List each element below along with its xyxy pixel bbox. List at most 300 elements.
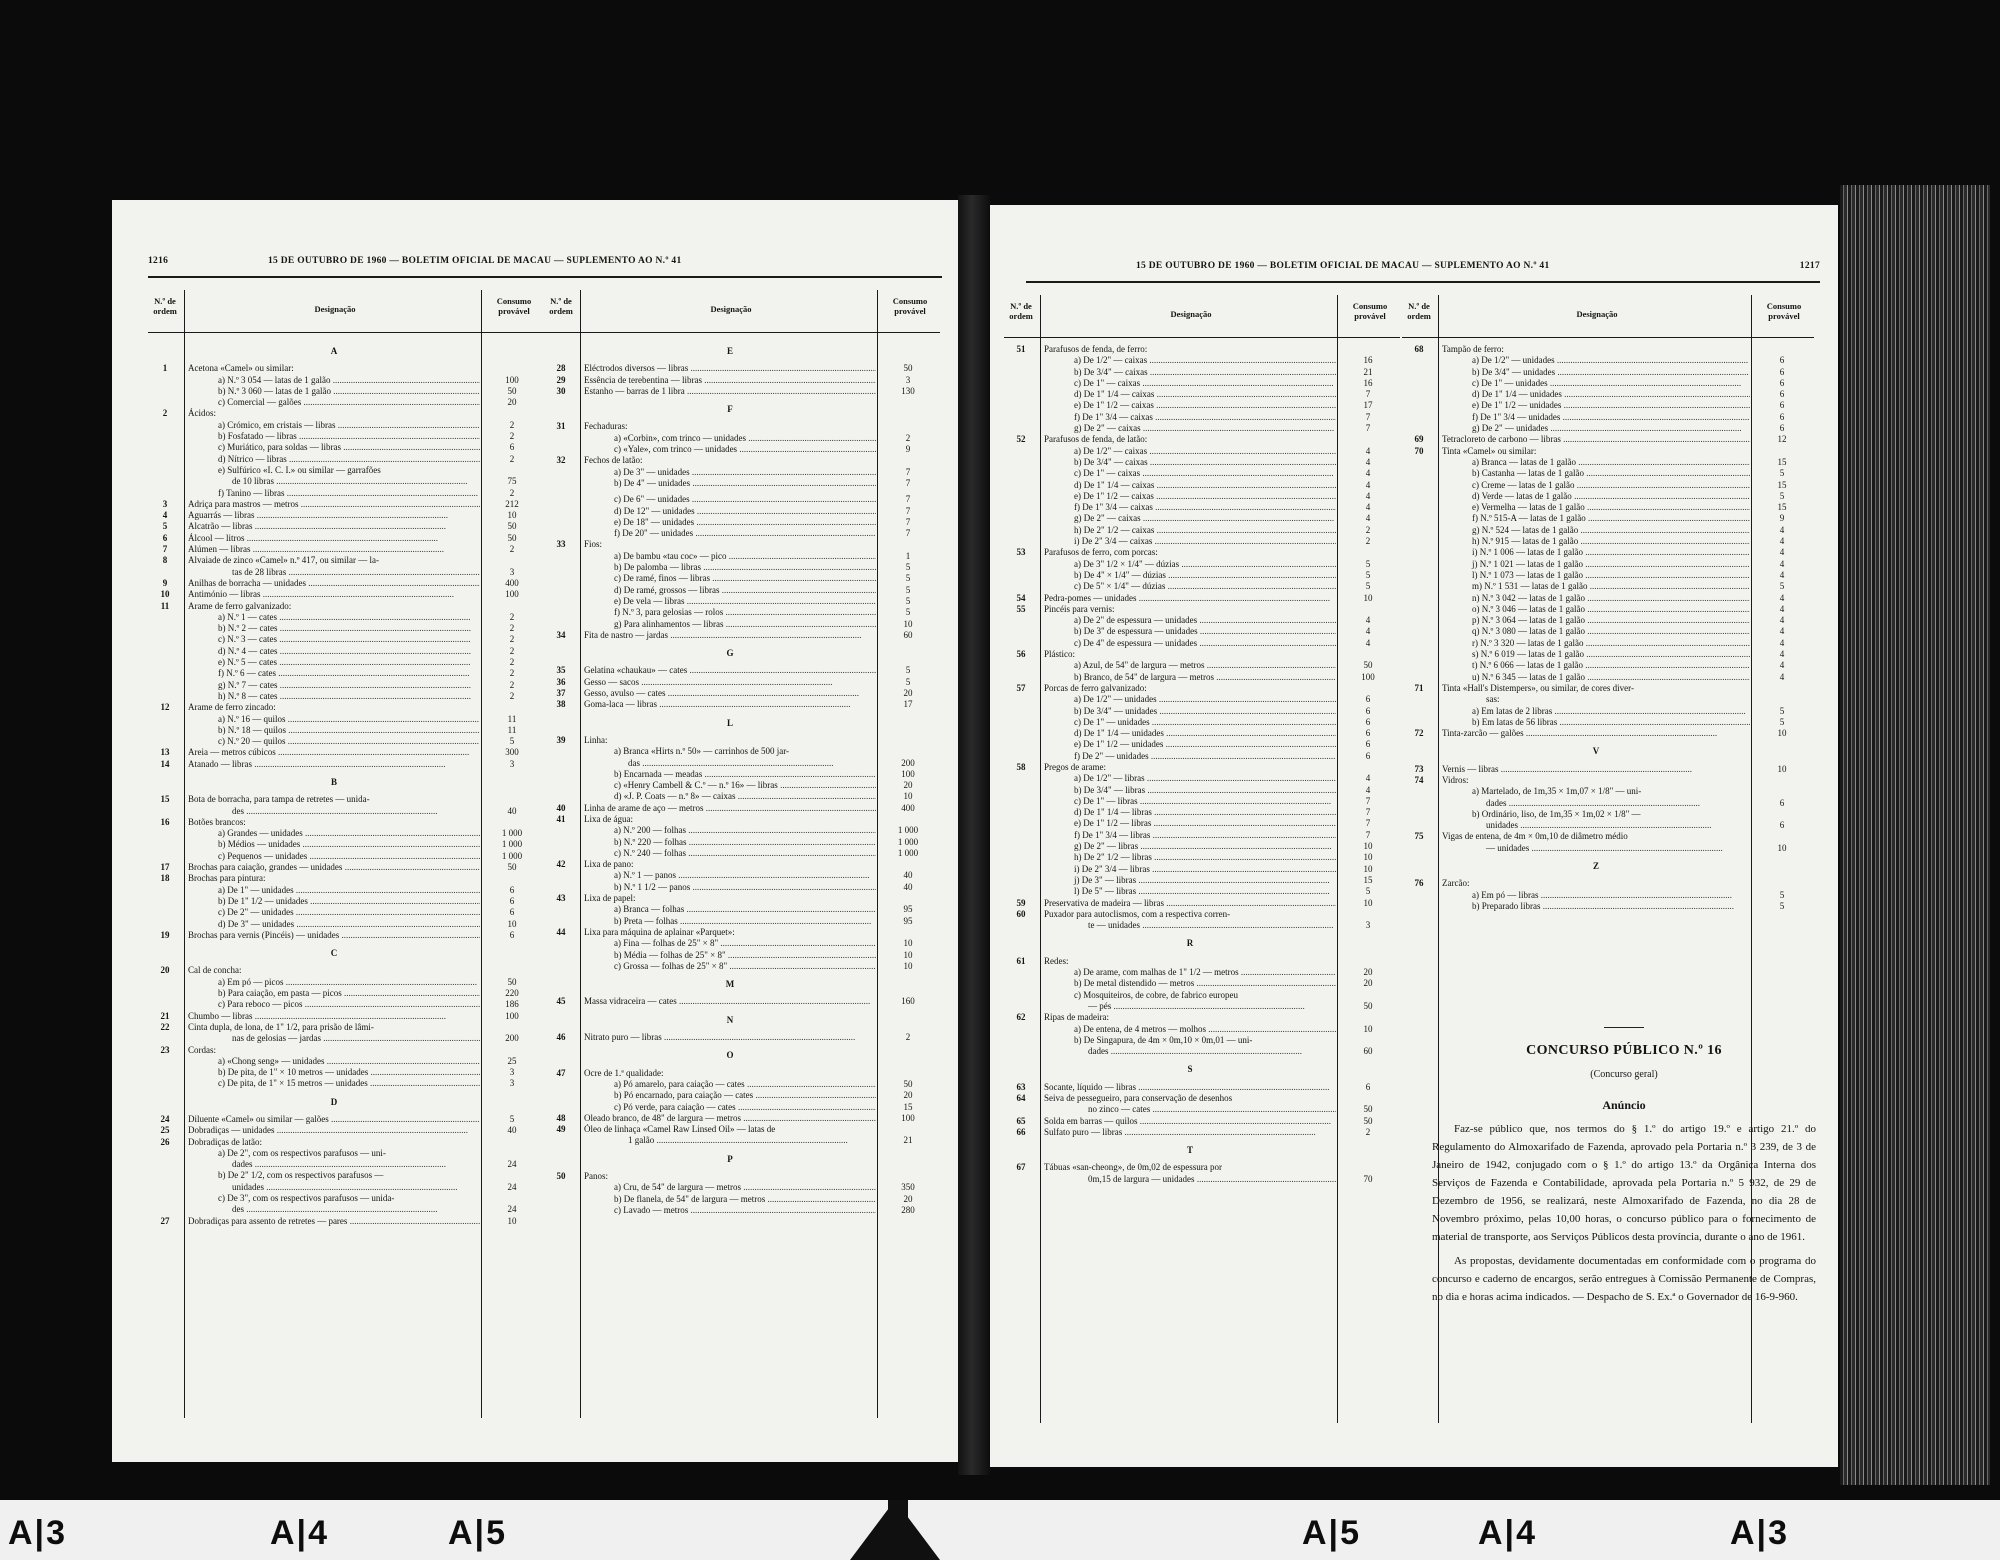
item-description: d) De ramé, grossos — libras ..... [584,585,876,596]
item-description: Ocre de 1.ª qualidade: [584,1067,664,1078]
item-quantity: 10 [903,960,913,971]
item-number: 25 [160,1125,170,1136]
sub-item-row [148,623,544,634]
item-description: c) Para reboco — picos ..... [188,999,480,1010]
table-row [544,688,940,699]
item-description: a) Branca — latas de 1 galão ..... [1442,457,1750,468]
item-quantity: 5 [1365,581,1371,592]
item-description: unidades ..... [1442,820,1750,831]
item-description: b) De 4" — unidades ..... [584,478,876,489]
section-letter: B [330,776,337,787]
item-quantity: 50 [507,385,517,396]
item-description: u) N.º 6 345 — latas de 1 galão ..... [1442,672,1750,683]
item-number: 43 [556,893,566,904]
header-number: N.º de ordem [549,296,573,316]
sub-item-row [148,442,544,453]
item-description: Cordas: [188,1044,216,1055]
item-quantity: 6 [1779,400,1785,411]
item-quantity: 9 [1779,513,1785,524]
item-quantity: 20 [507,397,517,408]
item-number: 8 [162,555,168,566]
sub-item-row [1402,649,1814,660]
table-row [544,677,940,688]
item-number: 24 [160,1114,170,1124]
item-quantity: 160 [901,996,915,1007]
item-description: Vidros: [1442,774,1469,785]
item-description: b) De 1" 1/2 — unidades ..... [188,896,480,907]
table-row [544,699,940,710]
item-quantity: 10 [903,949,913,960]
column-header [148,290,544,333]
item-quantity: 5 [1779,705,1785,716]
item-quantity: 15 [1777,479,1787,490]
sub-item-row [1402,717,1814,728]
item-quantity: 5 [1779,490,1785,501]
table-row [1402,434,1814,445]
item-number: 12 [160,702,170,713]
sub-item-row [1004,978,1400,989]
item-number: 66 [1016,1126,1026,1137]
sub-item-row [148,420,544,431]
section-letter: S [1187,1064,1193,1075]
sub-item-row [1004,852,1400,863]
item-description: Acetona «Camel» ou similar: [188,363,294,374]
item-number: 38 [556,699,566,710]
sub-item-row [1004,830,1400,841]
item-quantity: 50 [1363,1104,1373,1115]
item-quantity: 2 [509,690,515,701]
item-description: Redes: [1044,955,1069,966]
item-quantity: 12 [1777,434,1787,445]
item-description: c) Muriático, para soldas — libras ..... [188,442,480,453]
item-quantity: 4 [1779,671,1785,682]
item-quantity: 2 [509,657,515,668]
item-description: Tinta «Hall's Distempers», ou similar, de cores diver- [1442,682,1634,693]
item-quantity: 20 [903,780,913,791]
item-description: Brochas para pintura: [188,873,266,884]
item-quantity: 100 [1361,671,1375,682]
item-quantity: 50 [1363,1115,1373,1126]
item-quantity: 5 [905,595,911,606]
item-description: g) De 2" — unidades ..... [1442,423,1750,434]
sub-item-row [1402,604,1814,615]
item-quantity: 5 [1365,886,1371,897]
item-quantity: 2 [509,487,515,498]
item-number: 53 [1016,547,1026,558]
item-quantity: 1 000 [501,839,523,850]
sub-item-row [1004,626,1400,637]
sub-item-row [544,938,940,949]
table-row [148,1216,544,1227]
item-number: 41 [556,813,566,824]
item-quantity: 50 [1363,1000,1373,1011]
item-description: b) De palomba — libras ..... [584,562,876,573]
sub-item-row [148,668,544,679]
item-description: c) N.º 240 — folhas ..... [584,848,876,859]
item-quantity: 7 [1365,795,1371,806]
item-description: Alcatrão — libras ..... [188,521,480,532]
item-quantity: 2 [509,668,515,679]
item-number: 40 [556,802,566,813]
item-description: g) Para alinhamentos — libras ..... [584,619,876,630]
sub-item-row [148,1067,544,1078]
item-quantity: 6 [1365,750,1371,761]
table-row [148,759,544,770]
item-description: c) Pequenos — unidades ..... [188,851,480,862]
item-description: d) De 1" 1/4 — caixas ..... [1044,389,1336,400]
item-description: 0m,15 de largura — unidades ..... [1044,1174,1336,1185]
item-description: Dobradiças de latão: [188,1136,262,1147]
film-mark: A|5 [448,1514,507,1552]
item-description: Massa vidraceira — cates ..... [584,996,876,1007]
item-number: 17 [160,862,170,873]
sub-item-row [148,988,544,999]
item-description: g) De 2" — caixas ..... [1044,513,1336,524]
item-description: b) De 3/4" — libras ..... [1044,785,1336,796]
item-description: Ripas de madeira: [1044,1012,1109,1023]
item-description: Sulfato puro — libras ..... [1044,1127,1336,1138]
item-quantity: 20 [1363,978,1373,989]
item-description: d) De 1" 1/4 — unidades ..... [1044,728,1336,739]
item-description: c) Lavado — metros ..... [584,1205,876,1216]
notice-heading: Anúncio [1602,1098,1646,1112]
item-description: Plástico: [1044,649,1075,660]
section-letter: P [727,1153,733,1164]
table-row [1402,344,1814,355]
item-description: Brochas para caiação, grandes — unidades ..... [188,862,480,873]
header-designation: Designação [1576,309,1618,319]
table-row [544,539,940,550]
item-description: Tetracloreto de carbono — libras ..... [1442,434,1750,445]
item-quantity: 21 [1363,366,1373,377]
item-quantity: 3 [905,374,911,385]
item-number: 55 [1016,603,1026,614]
item-description: Estanho — barras de 1 libra ..... [584,386,876,397]
sub-item-row [1004,807,1400,818]
item-quantity: 7 [905,494,911,505]
item-number: 52 [1016,434,1026,445]
sub-item-row [1402,378,1814,389]
sub-item-row [544,444,940,455]
sub-item-row [1402,423,1814,434]
sub-item-row [148,375,544,386]
item-description: f) N.º 3, para gelosias — rolos ..... [584,607,876,618]
sub-item-row [1402,660,1814,671]
sub-item-row [1004,751,1400,762]
item-quantity: 16 [1363,355,1373,366]
sub-item-row [544,573,940,584]
page-header [1026,261,1820,283]
table-row [544,630,940,641]
table-row [544,665,940,676]
item-list [148,333,544,1227]
section-letter: D [330,1096,338,1107]
item-quantity: 4 [1779,660,1785,671]
sub-item-row [148,680,544,691]
item-number: 48 [556,1112,566,1123]
item-description: c) Creme — latas de 1 galão ..... [1442,480,1750,491]
item-quantity: 6 [1779,389,1785,400]
header-number: N.º de ordem [153,296,177,316]
item-number: 7 [162,544,168,555]
table-row [148,589,544,600]
item-quantity: 1 000 [897,847,919,858]
sub-item-row [1402,798,1814,809]
sub-item-row [148,1033,544,1044]
item-number: 49 [556,1124,566,1135]
film-mark: A|4 [270,1514,329,1552]
item-description: unidades ..... [188,1182,480,1193]
sub-item-row [1402,536,1814,547]
item-description: a) De 1/2" — unidades ..... [1044,694,1336,705]
item-description: b) De 3/4" — unidades ..... [1442,367,1750,378]
item-description: b) Para caiação, em pasta — picos ..... [188,988,480,999]
item-quantity: 6 [1365,728,1371,739]
item-quantity: 2 [905,432,911,443]
table-row [1004,956,1400,967]
item-number: 23 [160,1044,170,1055]
sub-item-row [544,467,940,478]
table-row [544,927,940,938]
item-number: 36 [556,676,566,687]
item-description: Preservativa de madeira — libras ..... [1044,898,1336,909]
sub-item-row [1402,457,1814,468]
item-description: Panos: [584,1171,609,1181]
item-description: c) «Henry Cambell & C.º — n.º 16» — libras ..... [584,780,876,791]
sub-item-row [148,1193,544,1204]
item-description: c) Mosquiteiros, de cobre, de fabrico europeu [1074,989,1238,1000]
item-description: c) Grossa — folhas de 25" × 8" ..... [584,961,876,972]
sub-item-row [1004,400,1400,411]
item-quantity: 10 [507,918,517,929]
item-description: i) De 2" 3/4 — libras ..... [1044,864,1336,875]
item-description: b) Fosfatado — libras ..... [188,431,480,442]
sub-item-row [1402,581,1814,592]
public-tender-notice [1432,1027,1816,1306]
header-number: N.º de ordem [1407,301,1431,321]
item-quantity: 10 [903,791,913,802]
table-row [544,803,940,814]
item-description: a) De 1" — unidades ..... [188,885,480,896]
item-quantity: 5 [905,573,911,584]
item-description: c) Comercial — galões ..... [188,397,480,408]
sub-item-row [544,528,940,539]
section-letter: M [725,979,735,990]
item-description: Zarcão: [1442,878,1470,889]
column-header [1004,295,1400,338]
table-row [1004,1012,1400,1023]
sub-item-row [1004,1024,1400,1035]
item-description: b) De 3" de espessura — unidades ..... [1044,626,1336,637]
sub-item-row [1402,400,1814,411]
sub-item-row [1004,796,1400,807]
sub-item-row [1004,378,1400,389]
header-quantity: Consumo provável [1766,301,1802,321]
sub-item-row [148,1182,544,1193]
table-row [148,499,544,510]
item-quantity: 6 [1779,423,1785,434]
item-description: b) Ordinário, liso, de 1m,35 × 1m,02 × 1/8" — [1472,808,1641,819]
item-quantity: 1 000 [897,836,919,847]
section-letter: E [726,346,733,356]
item-description: Cinta dupla, de lona, de 1" 1/2, para prisão de lâmi- [188,1021,374,1032]
item-description: d) «J. P. Coats — n.º 8» — caixas ..... [584,791,876,802]
sub-item-row [148,465,544,476]
item-number: 10 [160,589,170,600]
sub-item-row [544,562,940,573]
item-number: 67 [1016,1162,1026,1173]
item-description: Arame de ferro galvanizado: [188,600,292,611]
item-description: g) N.º 7 — cates ..... [188,680,480,691]
item-description: d) N.º 4 — cates ..... [188,646,480,657]
item-description: te — unidades ..... [1044,920,1336,931]
sub-item-row [1004,706,1400,717]
sub-item-row [148,806,544,817]
item-quantity: 2 [1365,536,1371,547]
item-description: Porcas de ferro galvanizado: [1044,682,1147,693]
sub-item-row [544,961,940,972]
item-description: a) N.º 200 — folhas ..... [584,825,876,836]
item-description: Parafusos de fenda, de latão: [1044,434,1148,445]
table-row [544,1124,940,1135]
item-description: d) De 1" 1/4 — caixas ..... [1044,480,1336,491]
table-row [1004,1162,1400,1173]
item-list [544,333,940,1216]
item-description: Óleo de linhaça «Camel Raw Linsed Oil» — latas de [584,1124,776,1135]
sub-item-row [148,1078,544,1089]
sub-item-row [1004,581,1400,592]
sub-item-row [1402,901,1814,912]
sub-item-row [544,1079,940,1090]
item-number: 44 [556,926,566,937]
table-row [1004,762,1400,773]
item-description: g) De 2" — libras ..... [1044,841,1336,852]
item-description: b) Em latas de 56 libras ..... [1442,717,1750,728]
item-quantity: 10 [1363,852,1373,863]
sub-item-row [1004,615,1400,626]
item-number: 30 [556,385,566,396]
item-description: r) N.º 3 320 — latas de 1 galão ..... [1442,638,1750,649]
sub-item-row [544,619,940,630]
item-description: d) Verde — latas de 1 galão ..... [1442,491,1750,502]
item-description: b) De 2" 1/2, com os respectivos parafusos — [218,1170,384,1181]
table-row [544,814,940,825]
table-row [148,601,544,612]
sub-item-row [544,551,940,562]
table-row [1402,683,1814,694]
item-quantity: 5 [905,562,911,573]
item-description: c) De 1" — unidades ..... [1044,717,1336,728]
item-quantity: 2 [509,634,515,645]
sub-item-row [544,506,940,517]
item-quantity: 40 [903,881,913,892]
item-quantity: 6 [1365,694,1371,705]
item-quantity: 4 [1365,456,1371,467]
item-description: a) De entena, de 4 metros — molhos ..... [1044,1024,1336,1035]
item-description: a) De 1/2" — libras ..... [1044,773,1336,784]
sub-item-row [544,916,940,927]
item-description: Atanado — libras ..... [188,759,480,770]
header-title: 15 DE OUTUBRO DE 1960 — BOLETIM OFICIAL DE MACAU — SUPLEMENTO AO N.º 41 [268,256,682,266]
item-quantity: 21 [903,1135,913,1146]
item-quantity: 20 [903,1193,913,1204]
sub-item-row [544,607,940,618]
sub-item-row [1402,694,1814,705]
item-quantity: 6 [509,929,515,940]
sub-item-row [148,488,544,499]
item-description: a) De arame, com malhas de 1" 1/2 — metros ..... [1044,967,1336,978]
item-quantity: 5 [905,584,911,595]
item-description: Alvaiade de zinco «Camel» n.º 417, ou similar — la- [188,555,379,566]
item-quantity: 4 [1365,626,1371,637]
item-description: m) N.º 1 531 — latas de 1 galão ..... [1442,581,1750,592]
table-row [544,363,940,374]
item-number: 16 [160,816,170,827]
item-quantity: 24 [507,1204,517,1215]
item-quantity: 6 [509,442,515,453]
item-description: f) N.º 515-A — latas de 1 galão ..... [1442,513,1750,524]
table-row [1004,434,1400,445]
item-description: a) De 2" de espessura — unidades ..... [1044,615,1336,626]
sub-item-row [544,848,940,859]
item-description: Parafusos de ferro, com porcas: [1044,547,1158,558]
item-number: 60 [1016,908,1026,919]
sub-item-row [1004,1035,1400,1046]
item-description: n) N.º 3 042 — latas de 1 galão ..... [1442,593,1750,604]
table-row [148,1022,544,1033]
item-description: c) De 1" — libras ..... [1044,796,1336,807]
notice-paragraph-2: As propostas, devidamente documentadas em conformidade com o programa do concurso e caderno de encargos, serão entregues à Comissão Permanente de Compras, no dia e horas acima indicados. — Despacho de S. Ex.ª o Governador de 16-9-960. [1432,1255,1816,1303]
item-quantity: 50 [507,862,517,873]
table-row [1004,1093,1400,1104]
item-number: 28 [556,363,566,374]
item-description: Socante, líquido — libras ..... [1044,1082,1336,1093]
section-letter: Z [1592,861,1599,872]
item-description: a) «Corbin», com trinco — unidades ..... [584,433,876,444]
item-description: a) De 3" 1/2 × 1/4" — dúzias ..... [1044,559,1336,570]
item-quantity: 212 [505,498,519,509]
sub-item-row [1004,739,1400,750]
notice-title: CONCURSO PÚBLICO N.º 16 [1526,1043,1722,1058]
sub-item-row [1402,638,1814,649]
item-quantity: 2 [1365,524,1371,535]
table-row [148,521,544,532]
sub-item-row [1004,660,1400,671]
item-quantity: 5 [1779,900,1785,911]
item-description: b) De 4" × 1/4" — dúzias ..... [1044,570,1336,581]
item-description: Diluente «Camel» ou similar — galões ..... [188,1114,480,1125]
sub-item-row [1402,412,1814,423]
sub-item-row [148,885,544,896]
sub-item-row [1004,728,1400,739]
item-quantity: 6 [1779,411,1785,422]
column-header [544,290,940,333]
sub-item-row [544,517,940,528]
page-number: 1217 [1799,261,1820,271]
item-description: q) N.º 3 080 — latas de 1 galão ..... [1442,626,1750,637]
item-quantity: 5 [509,1114,515,1124]
item-quantity: 5 [1779,468,1785,479]
item-quantity: 4 [1365,637,1371,648]
film-mark: A|5 [1302,1514,1361,1552]
item-description: c) «Yale», com trinco — unidades ..... [584,444,876,455]
item-description: Pedra-pomes — unidades ..... [1044,593,1336,604]
sub-item-row [148,907,544,918]
page-header [148,256,942,278]
sub-item-row [1402,706,1814,717]
item-number: 45 [556,996,566,1007]
item-quantity: 4 [1779,592,1785,603]
